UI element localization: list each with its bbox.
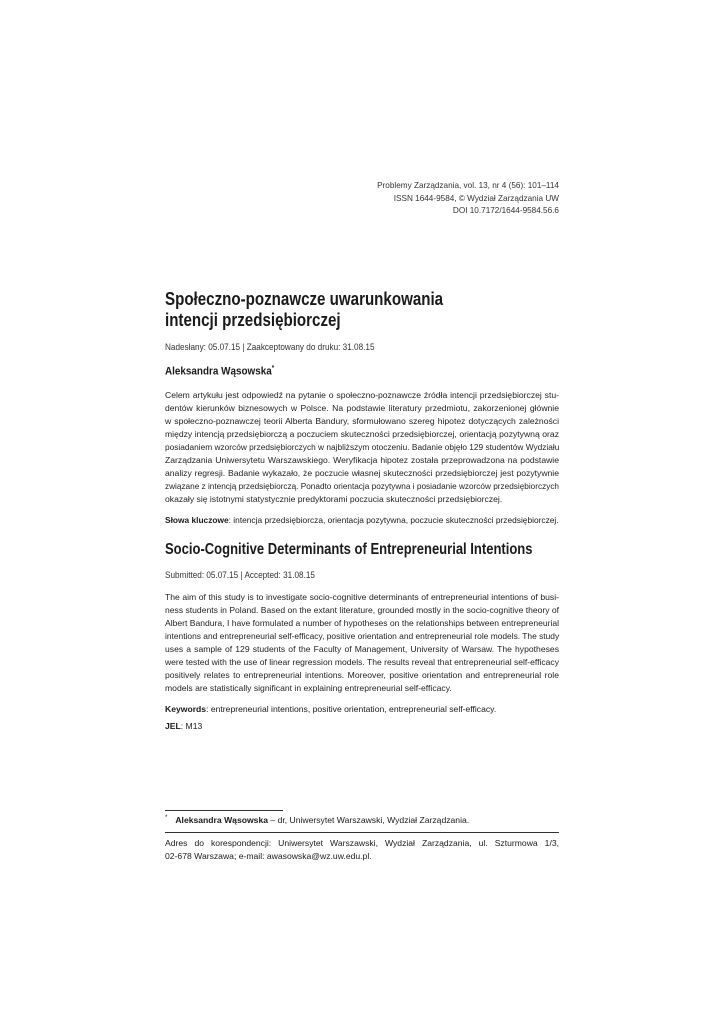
keywords-polish-text: : intencja przedsiębiorcza, orientacja pozytywna, poczucie skuteczności przedsiębiorczej. (228, 515, 559, 525)
jel-label: JEL (165, 721, 181, 731)
footnote-author: Aleksandra Wąsowska (175, 815, 269, 825)
author-name (165, 365, 274, 378)
abstract-line: Albert Bandura, I have formulated a number of hypotheses on the relationships between entrepreneurial (165, 618, 560, 629)
abstract-line: uses a sample of 129 students of the Faculty of Management, University of Warsaw. The hypotheses (165, 644, 559, 655)
footnote-divider (165, 810, 283, 811)
abstract-line: ness students in Poland. Based on the extant literature, grounded mostly in the socio-cognitive theory of (165, 605, 560, 616)
abstract-english (165, 591, 559, 695)
journal-header (377, 180, 559, 218)
jel-code (165, 720, 202, 733)
abstract-line: Celem artykułu jest odpowiedź na pytanie o społeczno-poznawcze źródła intencji przedsiębiorczej stu- (165, 390, 559, 400)
title-polish (165, 289, 496, 331)
jel-value: : M13 (180, 721, 203, 731)
address-line: 02-678 Warszawa; e-mail: awasowska@wz.uw.edu.pl. (165, 851, 372, 861)
keywords-polish-label: Słowa kluczowe (165, 515, 229, 525)
author-name-text: Aleksandra Wąsowska (165, 365, 272, 378)
abstract-line: związane z intencją przedsiębiorczą. Ponadto orientacja pozytywna i posiadanie wzorców przedsiębiorczych (165, 481, 559, 492)
abstract-polish (165, 389, 559, 506)
abstract-line: were tested with the use of linear regression models. The results reveal that entrepreneurial self-efficacy (165, 657, 559, 668)
abstract-line: The aim of this study is to investigate socio-cognitive determinants of entrepreneurial intentions of busi- (165, 592, 559, 602)
keywords-polish (165, 514, 559, 527)
correspondence-address (165, 837, 559, 863)
article-doi: DOI 10.7172/1644-9584.56.6 (452, 206, 559, 215)
address-line: Adres do korespondencji: Uniwersytet Warszawski, Wydział Zarządzania, ul. Szturmowa 1/3, (165, 838, 559, 848)
keywords-english-text: : entrepreneurial intentions, positive orientation, entrepreneurial self-efficacy. (206, 704, 497, 714)
dates-english: Submitted: 05.07.15 | Accepted: 31.08.15 (165, 570, 315, 580)
abstract-line: models are statistically significant in explaining entrepreneurial self-efficacy. (165, 683, 452, 694)
abstract-line: w społeczno-poznawczej teorii Alberta Bandury, sformułowano szereg hipotez dotyczących zależności (165, 416, 559, 427)
title-polish-line1: Społeczno-poznawcze uwarunkowania (165, 289, 444, 309)
abstract-line: okazały się istotnymi statystycznie predyktorami poczucia skuteczności przedsiębiorczej. (165, 494, 503, 505)
abstract-line: dentów kierunków biznesowych w Polsce. Na podstawie literatury przedmiotu, zakorzenionej głównie (165, 403, 559, 414)
journal-issn: ISSN 1644-9584, © Wydział Zarządzania UW (393, 193, 559, 203)
abstract-line: intentions and entrepreneurial self-efficacy, positive orientation and entrepreneurial role models. The study (165, 631, 560, 642)
abstract-line: positively relates to entrepreneurial intentions. Moreover, positive orientation and entrepreneurial role (165, 670, 559, 681)
footnote-mark: * (165, 815, 168, 822)
title-english: Socio-Cognitive Determinants of Entrepreneurial Intentions (165, 541, 533, 558)
abstract-line: analizy regresji. Badanie wykazało, że poczucie własnej skuteczności przedsiębiorczej jest pozytywnie (165, 468, 559, 479)
keywords-english (165, 703, 496, 716)
address-divider (165, 832, 559, 833)
abstract-line: między intencją przedsiębiorczą a poczuciem skuteczności przedsiębiorczej, orientacją pozytywną oraz (165, 429, 559, 440)
keywords-english-label: Keywords (165, 704, 207, 714)
footnote-text: – dr, Uniwersytet Warszawski, Wydział Zarządzania. (268, 815, 470, 825)
journal-citation: Problemy Zarządzania, vol. 13, nr 4 (56): 101–114 (377, 181, 559, 190)
dates-polish: Nadesłany: 05.07.15 | Zaakceptowany do druku: 31.08.15 (165, 342, 375, 352)
title-polish-line2: intencji przedsiębiorczej (165, 310, 341, 330)
abstract-line: posiadaniem wzorców przedsiębiorczych w najbliższym otoczeniu. Badanie objęło 129 studentów Wydziału (165, 442, 560, 453)
author-footnote-mark: * (271, 365, 275, 372)
author-footnote (165, 815, 469, 825)
abstract-line: Zarządzania Uniwersytetu Warszawskiego. Weryfikacja hipotez została przeprowadzona na podstawie (165, 455, 559, 466)
